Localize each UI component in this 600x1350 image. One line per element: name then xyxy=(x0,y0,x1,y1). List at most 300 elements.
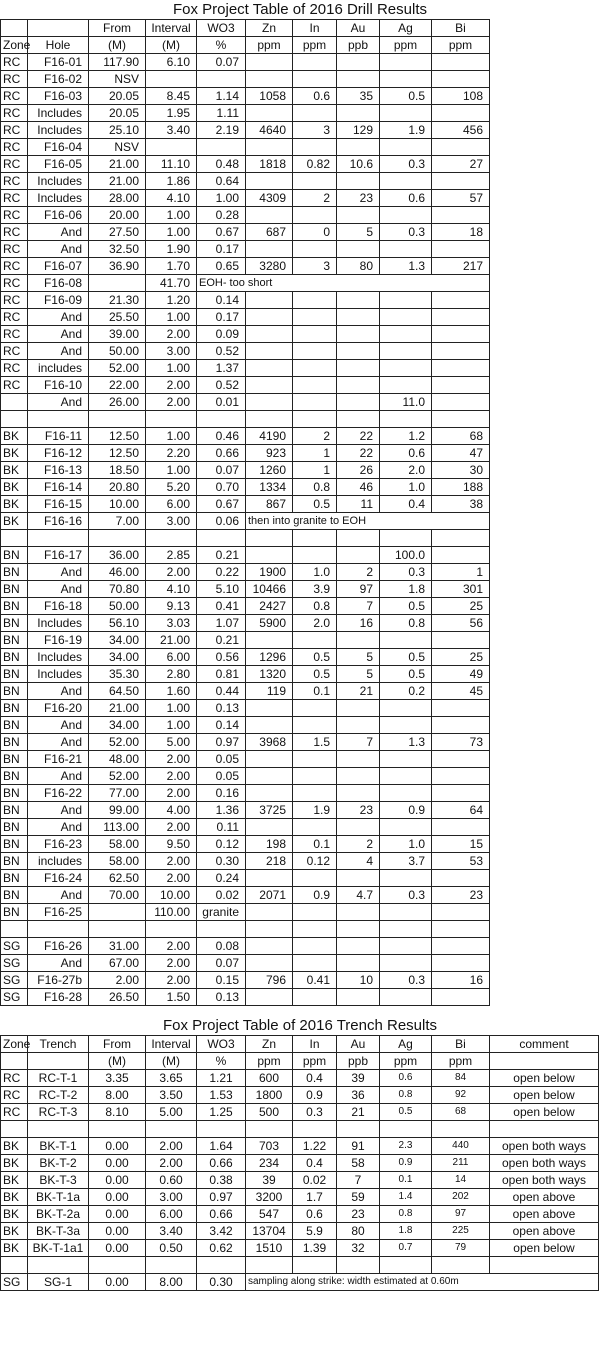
table-cell: 20.05 xyxy=(89,88,146,105)
table-cell: RC xyxy=(1,241,28,258)
table-cell: 9.13 xyxy=(146,598,197,615)
table-cell: 0.60 xyxy=(146,1172,197,1189)
table-cell: 9.50 xyxy=(146,836,197,853)
table-cell: RC xyxy=(1,258,28,275)
table-cell: 2.19 xyxy=(197,122,246,139)
table-cell: BK xyxy=(1,1189,28,1206)
table-cell xyxy=(432,955,490,972)
table-cell: 0.00 xyxy=(89,1274,146,1291)
table-cell xyxy=(380,241,432,258)
table-cell xyxy=(432,377,490,394)
table-cell: 0.11 xyxy=(197,819,246,836)
table-cell: 97 xyxy=(337,581,380,598)
table-cell: 0.12 xyxy=(197,836,246,853)
table-cell: 84 xyxy=(432,1070,490,1087)
table-cell xyxy=(246,632,293,649)
table-cell: 2427 xyxy=(246,598,293,615)
table-cell: 1260 xyxy=(246,462,293,479)
table-cell xyxy=(89,904,146,921)
table-cell: 77.00 xyxy=(89,785,146,802)
table-cell: BN xyxy=(1,581,28,598)
table-cell xyxy=(293,870,337,887)
table-cell: BK xyxy=(1,1206,28,1223)
table-cell: F16-11 xyxy=(28,428,89,445)
table-cell: 0.3 xyxy=(380,156,432,173)
table-cell: 0.52 xyxy=(197,377,246,394)
table-cell: 1.50 xyxy=(146,989,197,1006)
table-cell: 1.07 xyxy=(197,615,246,632)
table-cell: 1.39 xyxy=(293,1240,337,1257)
table-cell: 21 xyxy=(337,683,380,700)
table-cell xyxy=(293,326,337,343)
table-cell: BN xyxy=(1,904,28,921)
table-cell: F16-08 xyxy=(28,275,89,292)
table-cell: 1.8 xyxy=(380,1223,432,1240)
table-cell: 7 xyxy=(337,598,380,615)
table-cell: RC xyxy=(1,292,28,309)
table-cell: 1334 xyxy=(246,479,293,496)
table-cell: 0.5 xyxy=(380,666,432,683)
table-cell: 0.82 xyxy=(293,156,337,173)
table-cell: 2.00 xyxy=(146,819,197,836)
table-cell: 39.00 xyxy=(89,326,146,343)
table-cell: 3 xyxy=(293,258,337,275)
table-cell: 0.16 xyxy=(197,785,246,802)
table-cell xyxy=(432,394,490,411)
table-row xyxy=(1,836,490,853)
table-cell xyxy=(337,700,380,717)
table-cell: BN xyxy=(1,870,28,887)
table-cell xyxy=(293,717,337,734)
table-cell: 3.7 xyxy=(380,853,432,870)
table-cell xyxy=(246,207,293,224)
table-row xyxy=(1,683,490,700)
table-cell: 1.00 xyxy=(146,224,197,241)
header-cell xyxy=(28,1053,89,1070)
table-cell: And xyxy=(28,394,89,411)
table-cell: 21 xyxy=(337,1104,380,1121)
table-cell: 18 xyxy=(432,224,490,241)
table-cell xyxy=(432,411,490,428)
table-cell: SG xyxy=(1,955,28,972)
table-cell: 10.00 xyxy=(89,496,146,513)
table-cell: 23 xyxy=(337,190,380,207)
table-cell: EOH- too short xyxy=(197,275,490,292)
table-cell: 0.4 xyxy=(293,1155,337,1172)
table-cell: F16-22 xyxy=(28,785,89,802)
table-cell: And xyxy=(28,734,89,751)
table-cell xyxy=(246,785,293,802)
table-cell: 0.00 xyxy=(89,1223,146,1240)
table-cell xyxy=(337,921,380,938)
table-cell: 0.17 xyxy=(197,309,246,326)
table-cell: 3280 xyxy=(246,258,293,275)
table-cell: And xyxy=(28,326,89,343)
table-cell: 2.00 xyxy=(146,377,197,394)
table-cell: 4190 xyxy=(246,428,293,445)
table-cell: 547 xyxy=(246,1206,293,1223)
table-cell xyxy=(380,717,432,734)
table-cell: 12.50 xyxy=(89,428,146,445)
table-cell xyxy=(146,530,197,547)
table-cell xyxy=(380,360,432,377)
table-cell: 6.00 xyxy=(146,1206,197,1223)
table-cell xyxy=(293,785,337,802)
table-cell xyxy=(1,921,28,938)
table-cell xyxy=(337,377,380,394)
table-cell xyxy=(246,394,293,411)
table-cell: RC xyxy=(1,122,28,139)
header-cell: (M) xyxy=(146,37,197,54)
table-cell xyxy=(293,309,337,326)
table-cell: 10.00 xyxy=(146,887,197,904)
table-cell xyxy=(337,139,380,156)
table-cell xyxy=(432,921,490,938)
table-cell: 0.6 xyxy=(293,88,337,105)
table-cell: And xyxy=(28,224,89,241)
table-cell: 12.50 xyxy=(89,445,146,462)
header-cell xyxy=(28,20,89,37)
table-row xyxy=(1,1087,599,1104)
table-cell: 52.00 xyxy=(89,734,146,751)
table-cell: 0.17 xyxy=(197,241,246,258)
table-cell xyxy=(380,989,432,1006)
table-cell: 0.5 xyxy=(380,88,432,105)
table-cell: 1.00 xyxy=(146,700,197,717)
table-cell: 0.07 xyxy=(197,462,246,479)
table-cell xyxy=(337,870,380,887)
table-cell: Includes xyxy=(28,173,89,190)
table-cell: 1.21 xyxy=(197,1070,246,1087)
table-row xyxy=(1,513,490,530)
table-cell: 0.3 xyxy=(380,224,432,241)
table-cell xyxy=(432,173,490,190)
table-cell: 68 xyxy=(432,1104,490,1121)
table-cell: then into granite to EOH xyxy=(246,513,490,530)
table-cell: 56 xyxy=(432,615,490,632)
table-cell: F16-21 xyxy=(28,751,89,768)
table-cell: BN xyxy=(1,853,28,870)
table-cell: open below xyxy=(490,1240,599,1257)
table-row xyxy=(1,717,490,734)
table-cell: BK xyxy=(1,1155,28,1172)
table-cell: 97 xyxy=(432,1206,490,1223)
table-cell: BN xyxy=(1,785,28,802)
table-cell: 4.7 xyxy=(337,887,380,904)
header-cell: In xyxy=(293,1036,337,1053)
table-cell: BN xyxy=(1,819,28,836)
table-cell xyxy=(146,411,197,428)
table-cell xyxy=(380,309,432,326)
table-row xyxy=(1,326,490,343)
table-row xyxy=(1,1104,599,1121)
table-cell: 5.00 xyxy=(146,734,197,751)
table-row xyxy=(1,1206,599,1223)
table-cell: 0.14 xyxy=(197,717,246,734)
table-cell: open above xyxy=(490,1223,599,1240)
table-cell: RC xyxy=(1,190,28,207)
table-cell: BN xyxy=(1,598,28,615)
table-cell: 0.13 xyxy=(197,989,246,1006)
table-cell: 16 xyxy=(337,615,380,632)
table-cell xyxy=(293,1121,337,1138)
table-cell: BK-T-2 xyxy=(28,1155,89,1172)
drill-table-title: Fox Project Table of 2016 Drill Results xyxy=(172,1,427,18)
table-cell: RC xyxy=(1,88,28,105)
table-cell: 1.0 xyxy=(380,479,432,496)
table-cell: 20.80 xyxy=(89,479,146,496)
table-cell: 0.66 xyxy=(197,1206,246,1223)
table-cell xyxy=(246,530,293,547)
table-cell: 1.7 xyxy=(293,1189,337,1206)
table-cell xyxy=(432,139,490,156)
table-cell xyxy=(1,1121,28,1138)
table-cell: 225 xyxy=(432,1223,490,1240)
table-cell: 7 xyxy=(337,734,380,751)
table-cell: BK xyxy=(1,1240,28,1257)
table-cell: BN xyxy=(1,615,28,632)
table-cell: 25 xyxy=(432,598,490,615)
table-row xyxy=(1,1070,599,1087)
table-cell: 3.00 xyxy=(146,513,197,530)
table-row xyxy=(1,122,490,139)
header-cell: Au xyxy=(337,1036,380,1053)
table-cell: 35 xyxy=(337,88,380,105)
table-cell: BN xyxy=(1,649,28,666)
table-cell: 0.28 xyxy=(197,207,246,224)
table-cell: 0.67 xyxy=(197,496,246,513)
table-cell: 52.00 xyxy=(89,360,146,377)
table-cell: 2.00 xyxy=(146,394,197,411)
table-cell xyxy=(337,547,380,564)
table-row xyxy=(1,1138,599,1155)
table-cell: F16-09 xyxy=(28,292,89,309)
table-cell: 21.00 xyxy=(89,173,146,190)
table-cell xyxy=(432,938,490,955)
table-cell: 0.06 xyxy=(197,513,246,530)
table-cell: 1.11 xyxy=(197,105,246,122)
table-row xyxy=(1,785,490,802)
table-cell: 5 xyxy=(337,666,380,683)
table-cell: 0.02 xyxy=(293,1172,337,1189)
table-cell: BK xyxy=(1,462,28,479)
table-cell xyxy=(246,377,293,394)
table-cell: RC xyxy=(1,377,28,394)
table-cell: 3.65 xyxy=(146,1070,197,1087)
table-row xyxy=(1,751,490,768)
table-row xyxy=(1,649,490,666)
table-cell: 26 xyxy=(337,462,380,479)
table-cell: 0.70 xyxy=(197,479,246,496)
table-cell xyxy=(337,530,380,547)
table-cell: 2.00 xyxy=(146,768,197,785)
table-cell: 0.48 xyxy=(197,156,246,173)
table-cell xyxy=(246,717,293,734)
table-cell: 2.00 xyxy=(146,938,197,955)
table-cell xyxy=(380,377,432,394)
table-cell: 3.35 xyxy=(89,1070,146,1087)
table-cell: 34.00 xyxy=(89,717,146,734)
table-cell xyxy=(197,921,246,938)
table-cell: BN xyxy=(1,751,28,768)
table-cell: 0.00 xyxy=(89,1189,146,1206)
table-cell: 46.00 xyxy=(89,564,146,581)
table-cell: 0.00 xyxy=(89,1138,146,1155)
header-cell: (M) xyxy=(89,37,146,54)
table-cell: 21.00 xyxy=(146,632,197,649)
table-cell: 1.22 xyxy=(293,1138,337,1155)
table-row xyxy=(1,462,490,479)
table-cell: 0.4 xyxy=(293,1070,337,1087)
table-row xyxy=(1,377,490,394)
table-cell: 10 xyxy=(337,972,380,989)
table-row xyxy=(1,989,490,1006)
table-row xyxy=(1,445,490,462)
table-cell: 5.10 xyxy=(197,581,246,598)
table-cell: 1.5 xyxy=(293,734,337,751)
table-cell: BK xyxy=(1,479,28,496)
table-cell: BK xyxy=(1,496,28,513)
header-cell: From xyxy=(89,20,146,37)
table-cell xyxy=(380,768,432,785)
table-cell: 2.00 xyxy=(146,853,197,870)
table-cell: RC xyxy=(1,139,28,156)
table-cell: 0.12 xyxy=(293,853,337,870)
table-cell: And xyxy=(28,564,89,581)
table-cell: 10.6 xyxy=(337,156,380,173)
table-cell xyxy=(380,819,432,836)
table-cell: 1.86 xyxy=(146,173,197,190)
table-cell: F16-05 xyxy=(28,156,89,173)
table-cell xyxy=(380,870,432,887)
table-cell xyxy=(337,173,380,190)
table-cell: NSV xyxy=(89,139,146,156)
table-cell: 62.50 xyxy=(89,870,146,887)
table-row xyxy=(1,921,490,938)
table-cell xyxy=(246,326,293,343)
table-cell: 2.00 xyxy=(146,972,197,989)
table-cell: BN xyxy=(1,683,28,700)
table-cell xyxy=(380,955,432,972)
header-cell: ppm xyxy=(432,1053,490,1070)
table-cell xyxy=(337,768,380,785)
table-cell: 110.00 xyxy=(146,904,197,921)
table-cell: 0.07 xyxy=(197,955,246,972)
header-cell: ppm xyxy=(293,1053,337,1070)
table-cell: 119 xyxy=(246,683,293,700)
table-cell: BN xyxy=(1,887,28,904)
table-cell: 3.00 xyxy=(146,343,197,360)
table-cell: 41.70 xyxy=(146,275,197,292)
table-cell xyxy=(28,921,89,938)
header-cell: Bi xyxy=(432,20,490,37)
table-cell xyxy=(432,326,490,343)
table-cell xyxy=(380,632,432,649)
table-cell: NSV xyxy=(89,71,146,88)
table-cell xyxy=(246,938,293,955)
table-cell: RC xyxy=(1,173,28,190)
table-cell: 2.80 xyxy=(146,666,197,683)
table-cell: 1.70 xyxy=(146,258,197,275)
table-row xyxy=(1,666,490,683)
table-cell: 0.21 xyxy=(197,547,246,564)
table-cell xyxy=(246,292,293,309)
table-cell: sampling along strike: width estimated at 0.60m xyxy=(246,1274,599,1291)
table-cell: 0.8 xyxy=(380,1206,432,1223)
table-cell: 4.00 xyxy=(146,802,197,819)
table-cell xyxy=(89,411,146,428)
table-cell: F16-18 xyxy=(28,598,89,615)
header-cell: Au xyxy=(337,20,380,37)
table-cell xyxy=(293,360,337,377)
table-row xyxy=(1,105,490,122)
table-cell: 687 xyxy=(246,224,293,241)
table-row xyxy=(1,241,490,258)
table-cell: 188 xyxy=(432,479,490,496)
table-row xyxy=(1,734,490,751)
header-cell: % xyxy=(197,37,246,54)
table-cell: 4.10 xyxy=(146,581,197,598)
table-cell: includes xyxy=(28,853,89,870)
table-cell xyxy=(246,870,293,887)
table-cell xyxy=(293,173,337,190)
table-row xyxy=(1,1155,599,1172)
table-cell xyxy=(337,1121,380,1138)
table-cell: And xyxy=(28,343,89,360)
table-cell xyxy=(337,751,380,768)
table-cell xyxy=(337,326,380,343)
table-cell: 108 xyxy=(432,88,490,105)
table-cell: Includes xyxy=(28,122,89,139)
table-cell: 0.5 xyxy=(293,649,337,666)
table-cell: F16-13 xyxy=(28,462,89,479)
table-cell: 1.00 xyxy=(146,309,197,326)
table-cell: And xyxy=(28,887,89,904)
table-cell xyxy=(246,309,293,326)
header-cell xyxy=(490,1053,599,1070)
header-cell: Trench xyxy=(28,1036,89,1053)
table-cell: BK-T-3 xyxy=(28,1172,89,1189)
table-cell: 3.03 xyxy=(146,615,197,632)
table-cell xyxy=(432,71,490,88)
table-cell xyxy=(293,921,337,938)
table-cell: 0.9 xyxy=(380,1155,432,1172)
table-cell xyxy=(432,632,490,649)
table-cell xyxy=(337,785,380,802)
table-cell: 1800 xyxy=(246,1087,293,1104)
table-row xyxy=(1,292,490,309)
table-cell: 0.46 xyxy=(197,428,246,445)
table-cell: 1.00 xyxy=(146,462,197,479)
table-cell: 25.50 xyxy=(89,309,146,326)
table-cell xyxy=(293,54,337,71)
table-cell xyxy=(293,938,337,955)
table-cell xyxy=(197,530,246,547)
table-cell: F16-17 xyxy=(28,547,89,564)
table-row xyxy=(1,972,490,989)
table-cell xyxy=(246,1121,293,1138)
table-cell: open below xyxy=(490,1070,599,1087)
table-cell: 21.00 xyxy=(89,156,146,173)
table-cell: 3.00 xyxy=(146,1189,197,1206)
header-cell: ppm xyxy=(293,37,337,54)
table-cell: 0.21 xyxy=(197,632,246,649)
table-cell xyxy=(293,904,337,921)
table-cell: F16-23 xyxy=(28,836,89,853)
table-row xyxy=(1,955,490,972)
table-cell: 23 xyxy=(337,1206,380,1223)
table-cell: 301 xyxy=(432,581,490,598)
